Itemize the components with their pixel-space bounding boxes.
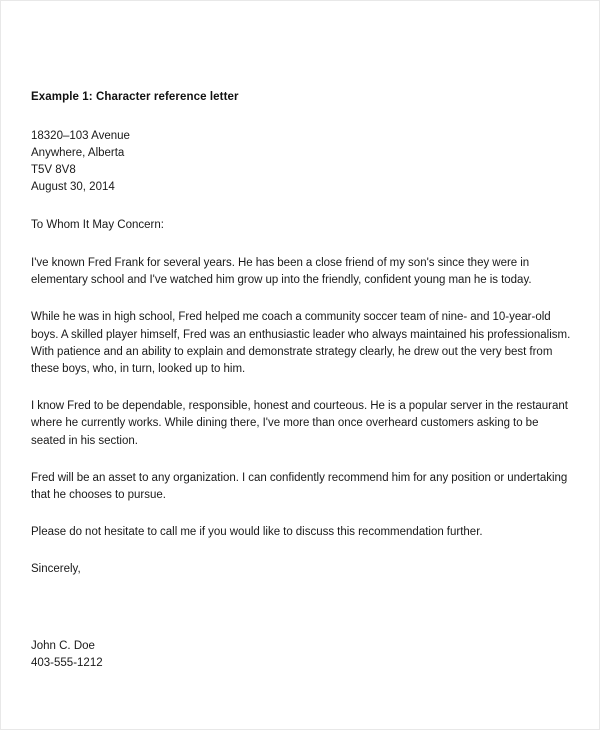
signer-name: John C. Doe — [31, 640, 95, 653]
salutation: To Whom It May Concern: — [31, 219, 164, 231]
address-line-street: 18320–103 Avenue — [31, 130, 130, 142]
signature-space — [31, 578, 571, 638]
body-paragraph-2: While he was in high school, Fred helped me coach a community soccer team of nine- and 10-year-old boys. A skilled player himself, Fred was an enthusiastic leader who always maintained his professionalism. With patience and an ability to explain and demonstrate strategy clearly, he drew out the very best from these boys, who, in turn, looked up to him. — [31, 311, 571, 376]
closing-salutation: Sincerely, — [31, 563, 81, 576]
body-paragraph-5: Please do not hesitate to call me if you would like to discuss this recommendation further. — [31, 526, 483, 539]
body-paragraph-4: Fred will be an asset to any organization. I can confidently recommend him for any position or undertaking that he chooses to pursue. — [31, 471, 568, 502]
page-title: Example 1: Character reference letter — [31, 91, 239, 103]
address-line-date: August 30, 2014 — [31, 181, 115, 193]
address-line-postal-code: T5V 8V8 — [31, 164, 76, 176]
body-paragraph-1: I've known Fred Frank for several years. He has been a close friend of my son's since they were in elementary school and I've watched him grow up into the friendly, confident young man he is today. — [31, 257, 532, 287]
signature-block — [31, 638, 571, 672]
sender-address-block — [31, 128, 571, 196]
signer-phone: 403-555-1212 — [31, 657, 103, 670]
address-line-city: Anywhere, Alberta — [31, 147, 125, 159]
body-paragraph-3: I know Fred to be dependable, responsible, honest and courteous. He is a popular server in the restaurant where he currently works. While dining there, I've more than once overheard customers asking to be seated in his section. — [31, 400, 569, 447]
letter-content — [31, 89, 571, 672]
